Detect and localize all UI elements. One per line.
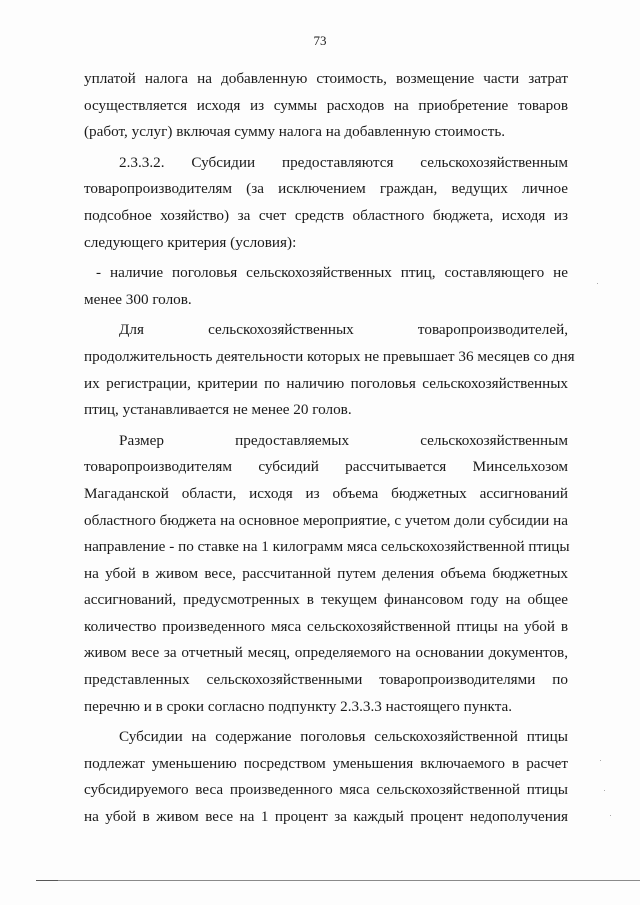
paragraph-2-3-3-2 (84, 150, 568, 256)
text-line: (работ, услуг) включая сумму налога на добавленную стоимость. (84, 123, 506, 141)
text-line: ассигнований, предусмотренных в текущем финансовом году на общее (84, 591, 568, 609)
text-line: количество произведенного мяса сельскохозяйственной птицы на убой в (84, 617, 568, 635)
page-number: 73 (313, 33, 327, 48)
text-line: на убой в живом весе, рассчитанной путем деления объема бюджетных (84, 564, 568, 582)
text-line: живом весе за отчетный месяц, определяемого на основании документов, (84, 644, 568, 662)
text-line: уплатой налога на добавленную стоимость, возмещение части затрат (84, 70, 568, 87)
scan-speck (597, 283, 598, 284)
text-line: товаропроизводителям (за исключением граждан, ведущих личное (84, 180, 568, 198)
text-line: Субсидии на содержание поголовья сельскохозяйственной птицы (119, 728, 568, 746)
text-line: представленных сельскохозяйственными товаропроизводителями по (84, 671, 568, 689)
paragraph-criterion-300 (84, 260, 568, 313)
text-line: их регистрации, критерии по наличию поголовья сельскохозяйственных (84, 374, 568, 392)
text-line: субсидируемого веса произведенного мяса сельскохозяйственной птицы (84, 781, 568, 799)
paragraph-vat-continuation (84, 66, 568, 146)
text-line: осуществляется исходя из суммы расходов на приобретение товаров (84, 96, 568, 114)
text-line: направление - по ставке на 1 килограмм мяса сельскохозяйственной птицы (84, 538, 570, 556)
scan-speck (610, 815, 611, 816)
text-line: - наличие поголовья сельскохозяйственных птиц, составляющего не (96, 264, 568, 282)
text-line: перечню и в сроки согласно подпункту 2.3.3.3 настоящего пункта. (84, 697, 513, 715)
text-line: подлежат уменьшению посредством уменьшения включаемого в расчет (84, 754, 568, 772)
paragraph-new-producers (84, 317, 575, 423)
text-line: подсобное хозяйство) за счет средств областного бюджета, исходя из (84, 206, 568, 224)
paragraph-reduction (84, 724, 568, 830)
paragraph-subsidy-size (84, 428, 568, 721)
text-line: на убой в живом весе на 1 процент за каждый процент недополучения (84, 808, 568, 826)
text-line: областного бюджета на основное мероприятие, с учетом доли субсидии на (84, 511, 568, 529)
text-line: следующего критерия (условия): (84, 233, 297, 251)
text-line: продолжительность деятельности которых не превышает 36 месяцев со дня (84, 347, 575, 365)
document-body (84, 66, 575, 835)
text-line: Магаданской области, исходя из объема бюджетных ассигнований (84, 484, 568, 502)
text-line: Размер предоставляемых сельскохозяйственным (119, 431, 568, 449)
text-line: птиц, устанавливается не менее 20 голов. (84, 401, 352, 419)
text-line: Для сельскохозяйственных товаропроизводителей, (119, 321, 568, 339)
scan-speck (604, 790, 605, 791)
text-line: менее 300 голов. (84, 290, 192, 308)
scan-bottom-edge-mark (36, 880, 58, 881)
scan-bottom-edge (36, 880, 640, 881)
scan-speck (600, 760, 601, 761)
text-line: 2.3.3.2. Субсидии предоставляются сельскохозяйственным (119, 153, 568, 171)
text-line: товаропроизводителям субсидий рассчитывается Минсельхозом (84, 458, 568, 476)
